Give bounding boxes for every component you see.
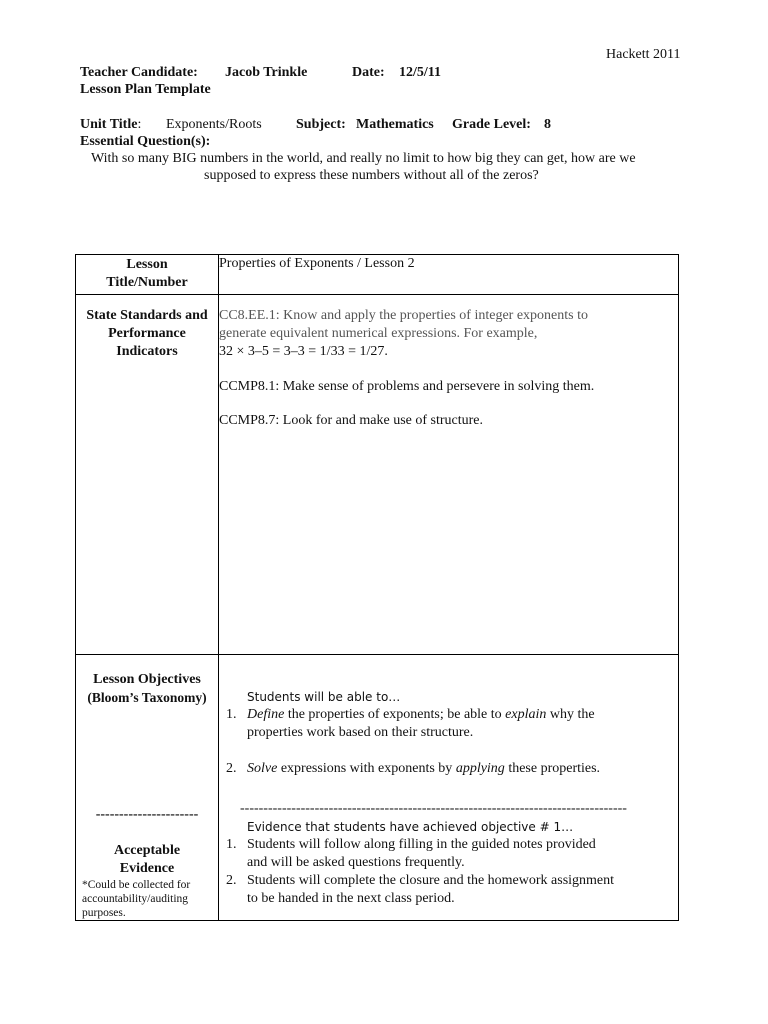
teacher-name: Jacob Trinkle [225, 65, 308, 80]
standard-cc8ee1-line2: generate equivalent numerical expressions. For example, [219, 326, 538, 341]
evidence-2 [224, 872, 678, 908]
essential-question-line1: With so many BIG numbers in the world, and really no limit to how big they can get, how are we [91, 151, 636, 166]
evidence-label-line1: Acceptable [113, 843, 181, 858]
objective-2-number: 2. [226, 761, 237, 776]
standards-label-line1: State Standards and [86, 308, 208, 323]
evidence-note [76, 878, 218, 920]
objective-2-text: expressions with exponents by [277, 761, 456, 776]
lesson-title-label-line2: Title/Number [106, 275, 188, 290]
objective-1-text-end: why the [546, 707, 595, 722]
objectives-label-line1: Lesson Objectives [93, 672, 201, 687]
objective-1-verb2: explain [505, 707, 547, 722]
objective-1 [224, 706, 678, 742]
objective-1-number: 1. [226, 707, 237, 722]
evidence-1-line2: and will be asked questions frequently. [247, 855, 465, 870]
unit-title-label: Unit Title [80, 117, 138, 132]
date-label: Date: [352, 65, 385, 80]
standards-label-line2: Performance [108, 326, 186, 341]
date-value: 12/5/11 [399, 65, 442, 80]
unit-title-value: Exponents/Roots [166, 117, 262, 132]
lesson-title-label-cell [76, 255, 219, 295]
objectives-intro: Students will be able to… [247, 690, 401, 704]
grade-value: 8 [544, 117, 551, 132]
lesson-title-value-cell [219, 255, 679, 295]
standards-label-cell [76, 295, 219, 655]
table-row-objectives [76, 655, 679, 921]
evidence-1 [224, 836, 678, 872]
subject-value: Mathematics [356, 117, 434, 132]
objective-1-verb: Define [247, 707, 285, 722]
standards-value-cell [219, 295, 679, 655]
objectives-list [224, 706, 678, 778]
evidence-label-line2: Evidence [119, 861, 175, 876]
template-title: Lesson Plan Template [80, 82, 211, 97]
evidence-2-line1: Students will complete the closure and the homework assignment [247, 873, 615, 888]
evidence-list [224, 836, 678, 908]
evidence-2-number: 2. [226, 873, 237, 888]
lesson-title-value: Properties of Exponents / Lesson 2 [219, 256, 415, 271]
objectives-value-cell [219, 655, 679, 921]
essential-question-label: Essential Question(s): [80, 134, 211, 149]
teacher-label: Teacher Candidate: [80, 65, 198, 80]
table-row-standards [76, 295, 679, 655]
grade-label: Grade Level: [452, 117, 531, 132]
hackett-note: Hackett 2011 [606, 47, 681, 62]
standard-ccmp81: CCMP8.1: Make sense of problems and persevere in solving them. [219, 379, 595, 394]
objective-1-text: the properties of exponents; be able to [284, 707, 506, 722]
unit-title-colon: : [137, 117, 142, 132]
evidence-intro: Evidence that students have achieved objective # 1… [247, 820, 574, 834]
objectives-evidence-divider: ----------------------------------------------------------------------------------- [240, 801, 627, 816]
objectives-label-cell [76, 655, 219, 921]
subject-label: Subject: [296, 117, 346, 132]
standard-cc8ee1-line1: CC8.EE.1: Know and apply the properties of integer exponents to [219, 308, 588, 323]
lesson-title-label-line1: Lesson [126, 257, 168, 272]
essential-question-line2: supposed to express these numbers without all of the zeros? [204, 168, 539, 183]
evidence-note-line2: accountability/auditing [82, 893, 189, 905]
evidence-2-line2: to be handed in the next class period. [247, 891, 455, 906]
evidence-note-line3: purposes. [82, 907, 126, 919]
objectives-label-line2: (Bloom’s Taxonomy) [87, 690, 207, 705]
objectives-label-divider: ---------------------- [95, 807, 199, 822]
standard-cc8ee1-line3: 32 × 3–5 = 3–3 = 1/33 = 1/27. [219, 344, 388, 359]
evidence-note-line1: *Could be collected for [82, 879, 191, 891]
evidence-1-number: 1. [226, 837, 237, 852]
objective-1-line2: properties work based on their structure. [247, 725, 474, 740]
table-row-lesson-title [76, 255, 679, 295]
lesson-plan-table [75, 254, 679, 921]
unit-title-row [80, 116, 141, 133]
objective-2-verb2: applying [455, 761, 505, 776]
evidence-1-line1: Students will follow along filling in the guided notes provided [247, 837, 596, 852]
standard-ccmp87: CCMP8.7: Look for and make use of structure. [219, 413, 484, 428]
standards-label-line3: Indicators [116, 344, 178, 359]
objective-2 [224, 760, 678, 778]
objective-2-verb: Solve [247, 761, 278, 776]
objective-2-text-end: these properties. [504, 761, 601, 776]
